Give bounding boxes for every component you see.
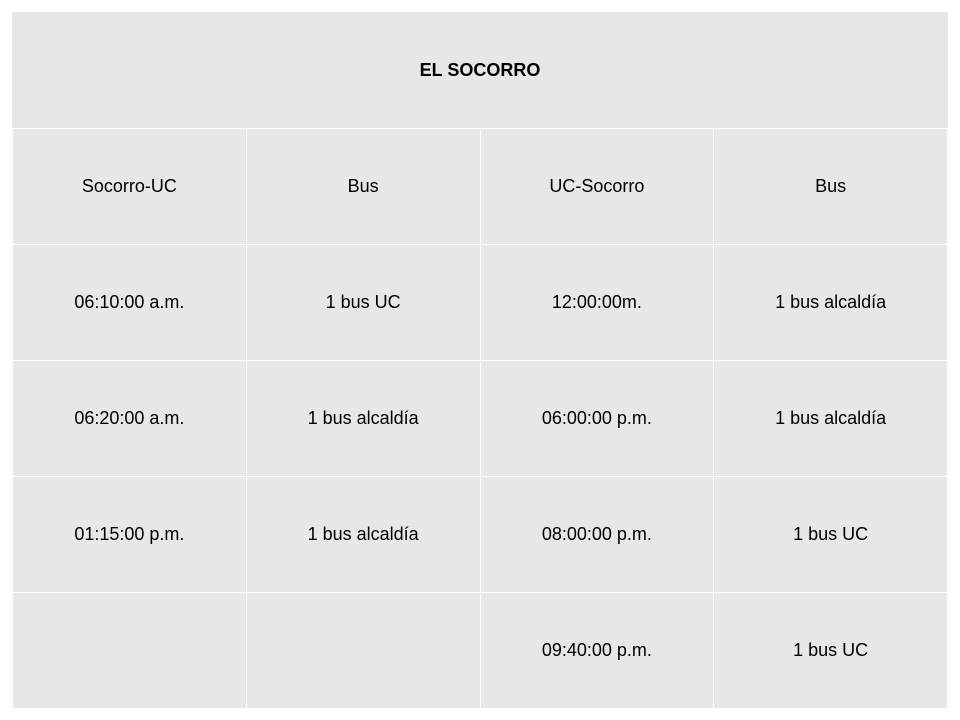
departure-time-uc-socorro: 09:40:00 p.m. xyxy=(480,593,714,709)
departure-time-uc-socorro: 12:00:00m. xyxy=(480,245,714,361)
bus-socorro-uc: 1 bus UC xyxy=(246,245,480,361)
header-uc-socorro: UC-Socorro xyxy=(480,129,714,245)
bus-uc-socorro: 1 bus UC xyxy=(714,593,948,709)
table-row xyxy=(13,593,948,709)
table-row xyxy=(13,361,948,477)
bus-schedule-table xyxy=(12,12,948,709)
departure-time-socorro-uc xyxy=(13,593,247,709)
header-bus: Bus xyxy=(714,129,948,245)
bus-uc-socorro: 1 bus alcaldía xyxy=(714,361,948,477)
table-row xyxy=(13,245,948,361)
departure-time-uc-socorro: 08:00:00 p.m. xyxy=(480,477,714,593)
bus-socorro-uc: 1 bus alcaldía xyxy=(246,361,480,477)
departure-time-socorro-uc: 06:10:00 a.m. xyxy=(13,245,247,361)
bus-socorro-uc: 1 bus alcaldía xyxy=(246,477,480,593)
table-row xyxy=(13,477,948,593)
bus-uc-socorro: 1 bus UC xyxy=(714,477,948,593)
header-row xyxy=(13,129,948,245)
table-title: EL SOCORRO xyxy=(13,13,948,129)
bus-uc-socorro: 1 bus alcaldía xyxy=(714,245,948,361)
departure-time-socorro-uc: 01:15:00 p.m. xyxy=(13,477,247,593)
title-row xyxy=(13,13,948,129)
departure-time-socorro-uc: 06:20:00 a.m. xyxy=(13,361,247,477)
header-socorro-uc: Socorro-UC xyxy=(13,129,247,245)
bus-socorro-uc xyxy=(246,593,480,709)
departure-time-uc-socorro: 06:00:00 p.m. xyxy=(480,361,714,477)
header-bus: Bus xyxy=(246,129,480,245)
